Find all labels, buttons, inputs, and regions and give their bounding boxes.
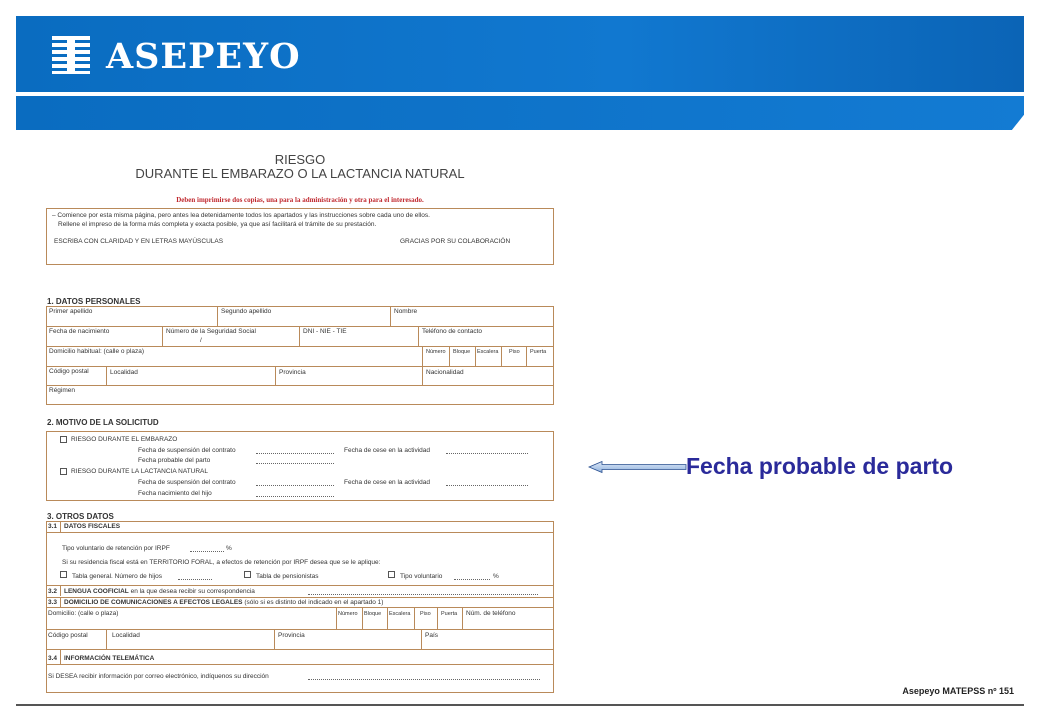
instruction-1: – Comience por esta misma página, pero antes lea detenidamente todos los apartados y las instrucciones sobre cada uno de ellos.: [52, 212, 430, 219]
field-localidad: Localidad: [110, 369, 138, 376]
label-bloque-3: Bloque: [364, 611, 382, 617]
field-regimen: Régimen: [49, 387, 76, 394]
instruction-2: Rellene el impreso de la forma más completa y exacta posible, ya que así facilitará el trámite de su prestación.: [58, 221, 377, 228]
label-escalera-3: Escalera: [389, 611, 411, 617]
field-provincia: Provincia: [279, 369, 306, 376]
field-dni: DNI - NIE - TIE: [303, 328, 347, 335]
form-warning: Deben imprimirse dos copias, una para la administración y otra para el interesado.: [176, 196, 424, 204]
checkbox-tabla-pensionistas[interactable]: [244, 571, 251, 578]
field-fecha-nacimiento: Fecha de nacimiento: [49, 328, 110, 335]
label-tabla-pensionistas: Tabla de pensionistas: [256, 573, 319, 580]
callout-arrow-icon: [588, 460, 688, 474]
label-telematica: INFORMACIÓN TELEMÁTICA: [64, 655, 155, 662]
label-num-telefono: Núm. de teléfono: [466, 610, 516, 617]
field-nombre: Nombre: [394, 308, 418, 315]
instruction-4: GRACIAS POR SU COLABORACIÓN: [400, 238, 511, 245]
label-localidad-3: Localidad: [112, 632, 140, 639]
instruction-3: ESCRIBA CON CLARIDAD Y EN LETRAS MAYÚSCULAS: [54, 238, 224, 245]
checkbox-tipo-voluntario[interactable]: [388, 571, 395, 578]
banner-bottom-band: [16, 96, 1024, 130]
label-pct-2: %: [493, 573, 499, 580]
field-primer-apellido: Primer apellido: [49, 308, 93, 315]
field-domicilio: Domicilio habitual: (calle o plaza): [49, 348, 145, 355]
field-escalera: Escalera: [477, 349, 499, 355]
field-puerta: Puerta: [530, 349, 547, 355]
field-segundo-apellido: Segundo apellido: [221, 308, 272, 315]
asepeyo-logo-icon: [52, 36, 90, 74]
label-suspension-2: Fecha de suspensión del contrato: [138, 479, 236, 486]
label-irpf: Tipo voluntario de retención por IRPF: [62, 545, 170, 552]
label-provincia-3: Provincia: [278, 632, 305, 639]
label-cese: Fecha de cese en la actividad: [344, 447, 430, 454]
label-nacimiento-hijo: Fecha nacimiento del hijo: [138, 490, 212, 497]
section3-heading: 3. OTROS DATOS: [47, 512, 114, 521]
label-tabla-general: Tabla general. Número de hijos: [72, 573, 162, 580]
label-cp-3: Código postal: [48, 632, 88, 639]
label-numero-3: Número: [338, 611, 358, 617]
field-piso: Piso: [509, 349, 520, 355]
form-title-line1: RIESGO: [274, 152, 326, 167]
brand-name: ASEPEYO: [106, 36, 301, 77]
field-num-ss: Número de la Seguridad Social: [166, 328, 256, 335]
label-pct: %: [226, 545, 232, 552]
label-domicilio-com-bold: DOMICILIO DE COMUNICACIONES A EFECTOS LEGALES: [64, 599, 243, 606]
field-numero: Número: [426, 349, 446, 355]
field-num-ss-slash: /: [200, 337, 202, 344]
checkbox-tabla-general[interactable]: [60, 571, 67, 578]
label-cese-2: Fecha de cese en la actividad: [344, 479, 430, 486]
label-suspension: Fecha de suspensión del contrato: [138, 447, 236, 454]
header-banner: [16, 16, 1024, 130]
form-document: [44, 150, 556, 695]
label-pais: País: [425, 632, 439, 639]
label-lengua-rest: en la que desea recibir su correspondencia: [130, 588, 255, 595]
label-domicilio-com: [64, 599, 383, 606]
label-lengua: [64, 588, 255, 595]
label-datos-fiscales: DATOS FISCALES: [64, 523, 121, 530]
num-3-2: 3.2: [48, 588, 58, 595]
label-domicilio-3: Domicilio: (calle o plaza): [48, 610, 119, 617]
footer-text: Asepeyo MATEPSS nº 151: [902, 686, 1014, 696]
field-codigo-postal: Código postal: [49, 368, 89, 375]
field-nacionalidad: Nacionalidad: [426, 369, 464, 376]
label-email: Si DESEA recibir información por correo electrónico, indíquenos su dirección: [48, 673, 269, 680]
label-lactancia: RIESGO DURANTE LA LACTANCIA NATURAL: [71, 468, 209, 475]
field-telefono: Teléfono de contacto: [422, 328, 482, 335]
num-3-3: 3.3: [48, 599, 58, 606]
label-tipo-voluntario: Tipo voluntario: [400, 573, 443, 580]
num-3-1: 3.1: [48, 523, 58, 530]
num-3-4: 3.4: [48, 655, 58, 662]
section1-box: [46, 306, 554, 405]
checkbox-lactancia[interactable]: [60, 468, 67, 475]
footer-divider: [16, 704, 1024, 706]
label-domicilio-com-rest: (sólo si es distinto del indicado en el apartado 1): [244, 599, 384, 606]
label-piso-3: Piso: [420, 611, 431, 617]
label-puerta-3: Puerta: [441, 611, 458, 617]
field-bloque: Bloque: [453, 349, 471, 355]
callout-label: Fecha probable de parto: [686, 453, 954, 479]
form-title-line2: DURANTE EL EMBARAZO O LA LACTANCIA NATURAL: [135, 166, 465, 181]
banner-divider: [16, 92, 1024, 96]
label-foral: Si su residencia fiscal está en TERRITORIO FORAL, a efectos de retención por IRPF desea que se le aplique:: [62, 559, 381, 566]
label-embarazo: RIESGO DURANTE EL EMBARAZO: [71, 436, 178, 443]
section2-heading: 2. MOTIVO DE LA SOLICITUD: [47, 418, 159, 427]
label-lengua-bold: LENGUA COOFICIAL: [64, 588, 129, 595]
section1-heading: 1. DATOS PERSONALES: [47, 297, 141, 306]
label-fecha-probable-parto: Fecha probable del parto: [138, 457, 211, 464]
checkbox-embarazo[interactable]: [60, 436, 67, 443]
